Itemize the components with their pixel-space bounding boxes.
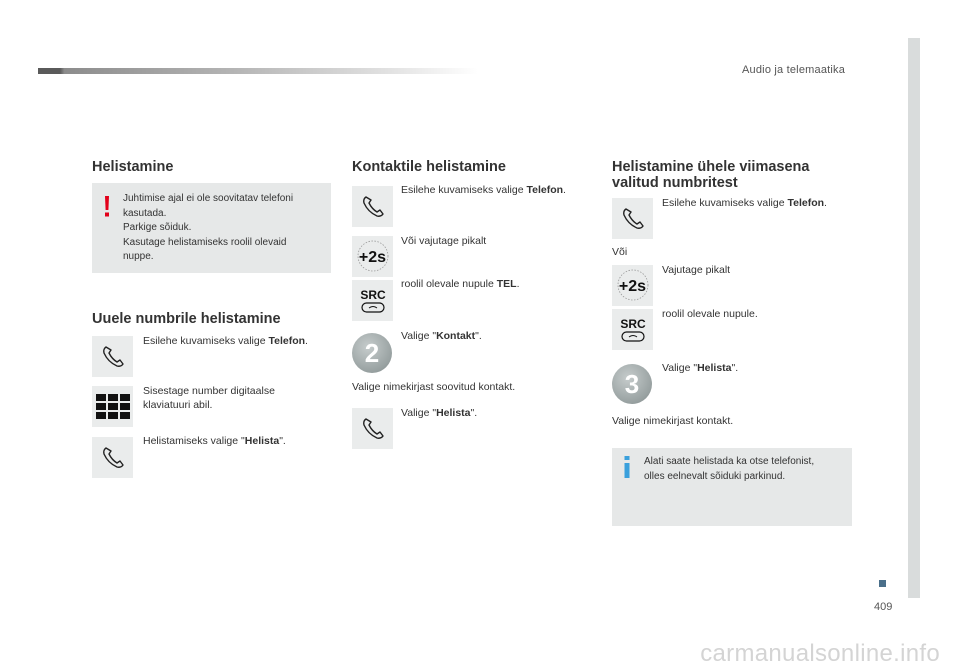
phone-button[interactable] [352,408,393,449]
src-button[interactable] [352,280,393,321]
step-text: Esilehe kuvamiseks valige [401,184,527,196]
page-number: 409 [874,601,893,613]
step-bold: Kontakt [436,330,476,342]
phone-button[interactable] [612,198,653,239]
step-text: Valige " [662,362,698,374]
step-bold: Telefon [526,184,564,196]
step-text: ". [731,362,739,374]
page-side-strip [908,38,920,598]
step-bold: Helista [244,435,280,447]
plus2s-button[interactable] [352,236,393,277]
phone-icon [620,206,646,232]
step-select-helista [662,361,862,375]
section-title-helistamine: Helistamine [92,159,174,175]
step-select-helista [401,406,601,420]
step-text: Sisestage number digitaalse [143,385,275,397]
step-text: . [516,278,520,290]
step-bold: TEL [496,278,517,290]
step-choose-contact: Valige nimekirjast kontakt. [612,415,734,427]
info-line: Alati saate helistada ka otse telefonist, [644,456,815,467]
step-choose-contact: Valige nimekirjast soovitud kontakt. [352,381,516,393]
header-gradient-bar [38,68,478,74]
plus2s-label: +2s [358,249,387,266]
src-label: SRC [619,316,646,331]
phone-button[interactable] [92,336,133,377]
step-text: Esilehe kuvamiseks valige [662,197,788,209]
step-select-telefon [662,196,862,210]
section-title-new-number: Uuele numbrile helistamine [92,311,281,327]
step-text: ". [475,330,482,342]
step-select-telefon [143,334,333,348]
step-text: . [824,197,827,209]
section-title-recent [612,159,872,191]
step-badge-3: 3 [612,364,652,404]
warning-line: Kasutage helistamiseks roolil olevaid [123,236,287,248]
step-long-press: Või vajutage pikalt [401,235,487,247]
long-press-icon [612,265,653,306]
or-label: Või [612,246,628,258]
chapter-title: Audio ja telemaatika [742,64,846,76]
warning-text [123,192,328,265]
warning-icon [102,196,112,223]
step-text: ". [470,407,478,419]
info-line: olles eelnevalt sõiduki parkinud. [644,470,786,482]
warning-line: kasutada. [123,207,167,219]
info-icon [623,456,631,483]
step-text: roolil olevale nupule [401,278,497,290]
step-text: Valige " [401,330,437,342]
step-select-telefon [401,183,601,197]
section-title-contact: Kontaktile helistamine [352,159,506,175]
step-text: Helistamiseks valige " [143,435,245,447]
step-bold: Helista [436,407,471,419]
title-line: Helistamine ühele viimasena [612,159,810,175]
phone-icon [360,416,386,442]
step-tel-button [401,277,601,291]
info-text [644,455,849,484]
phone-icon [360,194,386,220]
step-text: Esilehe kuvamiseks valige [143,335,269,347]
src-label: SRC [359,287,386,302]
phone-icon [100,445,126,471]
step-text: . [563,184,566,196]
info-box [612,448,852,526]
phone-button[interactable] [92,437,133,478]
step-bold: Helista [697,362,732,374]
step-bold: Telefon [268,335,306,347]
warning-line: nuppe. [123,251,154,262]
phone-icon [100,344,126,370]
plus2s-label: +2s [618,278,647,295]
long-press-icon [352,236,393,277]
step-text: . [305,335,308,347]
step-long-press: Vajutage pikalt [662,264,731,276]
watermark-text: carmanualsonline.info [700,640,940,667]
warning-line: Juhtimise ajal ei ole soovitatav telefoni [123,193,294,204]
warning-line: Parkige sõiduk. [123,222,192,233]
title-line: valitud numbritest [612,175,738,191]
step-badge-2: 2 [352,333,392,373]
phone-button[interactable] [352,186,393,227]
src-steering-icon [356,286,390,316]
warning-box [92,183,331,273]
step-bold: Telefon [787,197,825,209]
src-button[interactable] [612,309,653,350]
src-steering-icon [616,315,650,345]
keypad-button[interactable] [92,386,133,427]
keypad-icon [96,394,130,420]
step-select-kontakt [401,329,601,343]
step-text: klaviatuuri abil. [143,399,213,411]
step-select-helista [143,434,333,448]
plus2s-button[interactable] [612,265,653,306]
step-text: Valige " [401,407,437,419]
step-steering-button: roolil olevale nupule. [662,308,758,320]
step-text: ". [279,435,286,447]
page-marker [879,580,886,587]
step-enter-number [143,384,333,412]
